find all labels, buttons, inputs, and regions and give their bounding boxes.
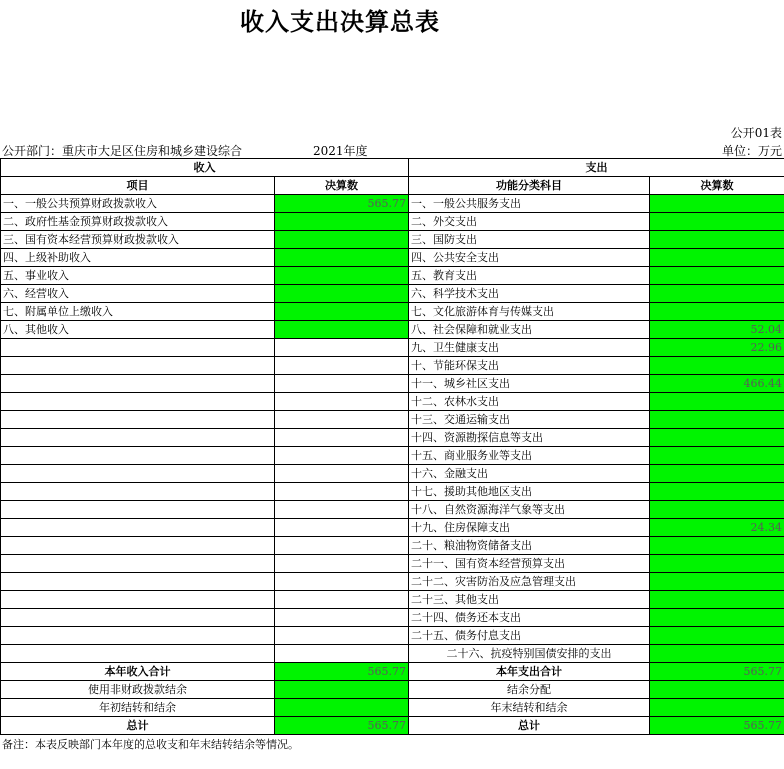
table-row	[1, 573, 784, 591]
income-item-label	[1, 465, 275, 483]
income-item-label	[1, 429, 275, 447]
income-amount	[275, 519, 409, 537]
expense-category-label: 十、节能环保支出	[409, 357, 650, 375]
expense-category-label: 十五、商业服务业等支出	[409, 447, 650, 465]
income-amount	[275, 393, 409, 411]
expense-amount	[650, 303, 784, 321]
expense-category-label: 二十、粮油物资储备支出	[409, 537, 650, 555]
income-amount-header: 决算数	[275, 177, 409, 195]
income-amount	[275, 573, 409, 591]
summary-row	[1, 699, 784, 717]
income-item-label: 七、附属单位上缴收入	[1, 303, 275, 321]
meta-row	[0, 141, 784, 158]
income-amount	[275, 411, 409, 429]
expense-category-label: 四、公共安全支出	[409, 249, 650, 267]
expense-category-label: 二十六、抗疫特别国债安排的支出	[409, 645, 650, 663]
income-amount	[275, 285, 409, 303]
table-row	[1, 339, 784, 357]
department-label: 公开部门：重庆市大足区住房和城乡建设综合	[2, 144, 243, 158]
expense-amount	[650, 609, 784, 627]
expense-amount	[650, 483, 784, 501]
expense-category-label: 六、科学技术支出	[409, 285, 650, 303]
income-item-label: 五、事业收入	[1, 267, 275, 285]
income-amount	[275, 321, 409, 339]
table-row	[1, 447, 784, 465]
income-amount	[275, 375, 409, 393]
income-amount	[275, 213, 409, 231]
expense-amount	[650, 213, 784, 231]
summary-row	[1, 663, 784, 681]
expense-category-label: 二十四、债务还本支出	[409, 609, 650, 627]
expense-category-label: 八、社会保障和就业支出	[409, 321, 650, 339]
summary-row	[1, 717, 784, 735]
expense-amount	[650, 555, 784, 573]
income-summary-amount: 565.77	[275, 663, 409, 681]
expense-summary-label: 本年支出合计	[409, 663, 650, 681]
income-amount	[275, 231, 409, 249]
expense-amount	[650, 501, 784, 519]
expense-amount	[650, 357, 784, 375]
income-summary-amount: 565.77	[275, 717, 409, 735]
expense-category-label: 九、卫生健康支出	[409, 339, 650, 357]
table-row	[1, 375, 784, 393]
income-amount	[275, 357, 409, 375]
table-row	[1, 249, 784, 267]
budget-table	[0, 158, 784, 735]
income-item-label: 六、经营收入	[1, 285, 275, 303]
expense-amount	[650, 627, 784, 645]
column-header-row	[1, 177, 784, 195]
expense-category-label: 一、一般公共服务支出	[409, 195, 650, 213]
income-summary-label: 总计	[1, 717, 275, 735]
table-row	[1, 591, 784, 609]
expense-category-header: 功能分类科目	[409, 177, 650, 195]
expense-amount	[650, 411, 784, 429]
income-amount	[275, 537, 409, 555]
income-item-label	[1, 375, 275, 393]
income-amount	[275, 339, 409, 357]
expense-amount: 466.44	[650, 375, 784, 393]
unit-label: 单位：万元	[721, 144, 782, 158]
expense-amount	[650, 465, 784, 483]
income-amount	[275, 483, 409, 501]
income-summary-label: 使用非财政拨款结余	[1, 681, 275, 699]
table-row	[1, 303, 784, 321]
expense-amount	[650, 591, 784, 609]
income-item-header: 项目	[1, 177, 275, 195]
footnote: 备注：本表反映部门本年度的总收支和年末结转结余等情况。	[2, 738, 299, 751]
table-row	[1, 465, 784, 483]
expense-category-label: 十二、农林水支出	[409, 393, 650, 411]
expense-category-label: 三、国防支出	[409, 231, 650, 249]
income-section-header: 收入	[1, 159, 409, 177]
expense-amount	[650, 249, 784, 267]
table-row	[1, 357, 784, 375]
expense-summary-amount	[650, 699, 784, 717]
income-item-label: 一、一般公共预算财政拨款收入	[1, 195, 275, 213]
income-item-label	[1, 573, 275, 591]
table-row	[1, 429, 784, 447]
expense-category-label: 二十三、其他支出	[409, 591, 650, 609]
income-summary-label: 本年收入合计	[1, 663, 275, 681]
expense-amount	[650, 573, 784, 591]
income-item-label	[1, 393, 275, 411]
expense-amount	[650, 393, 784, 411]
income-item-label	[1, 519, 275, 537]
income-item-label	[1, 555, 275, 573]
expense-amount	[650, 231, 784, 249]
income-item-label: 八、其他收入	[1, 321, 275, 339]
table-row	[1, 321, 784, 339]
expense-amount	[650, 429, 784, 447]
expense-category-label: 二十一、国有资本经营预算支出	[409, 555, 650, 573]
income-summary-label: 年初结转和结余	[1, 699, 275, 717]
income-item-label	[1, 645, 275, 663]
income-item-label	[1, 411, 275, 429]
expense-amount	[650, 537, 784, 555]
expense-category-label: 十八、自然资源海洋气象等支出	[409, 501, 650, 519]
expense-amount	[650, 447, 784, 465]
section-header-row	[1, 159, 784, 177]
expense-summary-label: 结余分配	[409, 681, 650, 699]
income-item-label: 二、政府性基金预算财政拨款收入	[1, 213, 275, 231]
income-amount	[275, 267, 409, 285]
table-row	[1, 537, 784, 555]
table-row	[1, 231, 784, 249]
expense-summary-amount	[650, 681, 784, 699]
expense-category-label: 十四、资源勘探信息等支出	[409, 429, 650, 447]
table-row	[1, 483, 784, 501]
table-row	[1, 627, 784, 645]
income-item-label: 三、国有资本经营预算财政拨款收入	[1, 231, 275, 249]
form-number: 公开01表	[730, 126, 782, 140]
expense-summary-label: 年末结转和结余	[409, 699, 650, 717]
income-item-label	[1, 339, 275, 357]
expense-category-label: 七、文化旅游体育与传媒支出	[409, 303, 650, 321]
table-row	[1, 501, 784, 519]
expense-section-header: 支出	[409, 159, 784, 177]
expense-summary-amount: 565.77	[650, 663, 784, 681]
expense-amount	[650, 195, 784, 213]
income-item-label	[1, 609, 275, 627]
income-amount	[275, 465, 409, 483]
expense-summary-label: 总计	[409, 717, 650, 735]
income-amount	[275, 591, 409, 609]
income-summary-amount	[275, 699, 409, 717]
expense-amount: 24.34	[650, 519, 784, 537]
table-row	[1, 195, 784, 213]
table-row	[1, 645, 784, 663]
income-item-label	[1, 591, 275, 609]
table-row	[1, 519, 784, 537]
income-item-label: 四、上级补助收入	[1, 249, 275, 267]
expense-category-label: 二、外交支出	[409, 213, 650, 231]
income-amount	[275, 501, 409, 519]
expense-amount: 22.96	[650, 339, 784, 357]
income-amount	[275, 555, 409, 573]
income-summary-amount	[275, 681, 409, 699]
expense-category-label: 十六、金融支出	[409, 465, 650, 483]
table-row	[1, 267, 784, 285]
income-amount	[275, 447, 409, 465]
income-item-label	[1, 357, 275, 375]
table-row	[1, 393, 784, 411]
expense-amount	[650, 285, 784, 303]
table-row	[1, 609, 784, 627]
expense-summary-amount: 565.77	[650, 717, 784, 735]
expense-amount	[650, 267, 784, 285]
table-row	[1, 555, 784, 573]
income-amount	[275, 609, 409, 627]
expense-category-label: 二十二、灾害防治及应急管理支出	[409, 573, 650, 591]
fiscal-year: 2021年度	[313, 144, 368, 158]
expense-amount-header: 决算数	[650, 177, 784, 195]
page-title: 收入支出决算总表	[240, 8, 440, 36]
summary-row	[1, 681, 784, 699]
expense-category-label: 十一、城乡社区支出	[409, 375, 650, 393]
income-amount	[275, 303, 409, 321]
income-amount	[275, 645, 409, 663]
income-amount	[275, 249, 409, 267]
income-item-label	[1, 627, 275, 645]
income-amount	[275, 627, 409, 645]
income-item-label	[1, 537, 275, 555]
expense-category-label: 十七、援助其他地区支出	[409, 483, 650, 501]
table-row	[1, 411, 784, 429]
expense-category-label: 二十五、债务付息支出	[409, 627, 650, 645]
income-item-label	[1, 483, 275, 501]
expense-amount	[650, 645, 784, 663]
table-row	[1, 285, 784, 303]
expense-category-label: 十三、交通运输支出	[409, 411, 650, 429]
expense-amount: 52.04	[650, 321, 784, 339]
expense-category-label: 五、教育支出	[409, 267, 650, 285]
income-amount	[275, 429, 409, 447]
table-row	[1, 213, 784, 231]
income-amount: 565.77	[275, 195, 409, 213]
expense-category-label: 十九、住房保障支出	[409, 519, 650, 537]
income-item-label	[1, 501, 275, 519]
income-item-label	[1, 447, 275, 465]
